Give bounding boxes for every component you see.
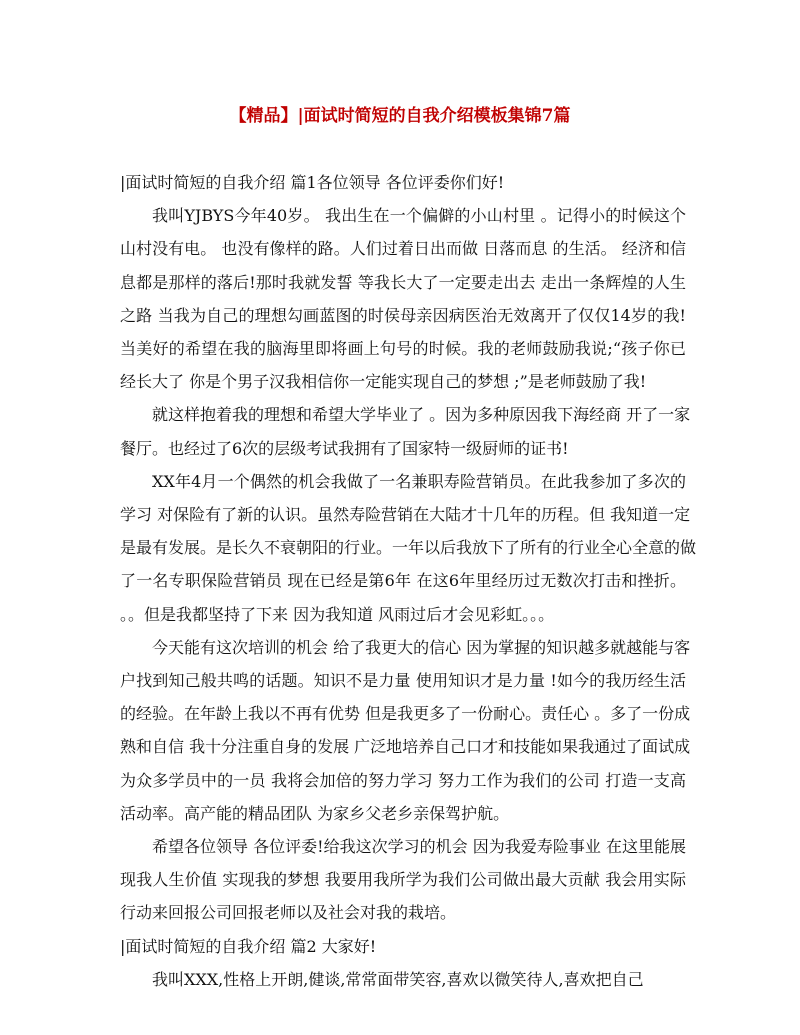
paragraph-line: 息都是那样的落后!那时我就发誓 等我长大了一定要走出去 走出一条辉煌的人生 [120, 272, 686, 292]
paragraph-line: 当美好的希望在我的脑海里即将画上句号的时候。我的老师鼓励我说;“孩子你已 [120, 339, 686, 359]
paragraph-line: 学习 对保险有了新的认识。虽然寿险营销在大陆才十几年的历程。但 我知道一定 [120, 505, 691, 525]
paragraph-line: 经长大了 你是个男子汉我相信你一定能实现自己的梦想 ;”是老师鼓励了我! [120, 372, 647, 392]
paragraph-line: 户找到知己般共鸣的话题。知识不是力量 使用知识才是力量 !如今的我历经生活 [120, 671, 686, 691]
body-paragraph [120, 465, 697, 631]
paragraph-line: 。。但是我都坚持了下来 因为我知道 风雨过后才会见彩虹。。。 [120, 604, 555, 624]
paragraph-line: 了一名专职保险营销员 现在已经是第6年 在这6年里经历过无数次打击和挫折。 [120, 571, 686, 591]
paragraph-line: 熟和自信 我十分注重自身的发展 广泛地培养自己口才和技能如果我通过了面试成 [120, 737, 691, 757]
paragraph-line: 是最有发展。是长久不衰朝阳的行业。一年以后我放下了所有的行业全心全意的做 [120, 538, 697, 558]
paragraph-line: 现我人生价值 实现我的梦想 我要用我所学为我们公司做出最大贡献 我会用实际 [120, 870, 686, 890]
paragraph-line: 我叫YJBYS今年40岁。 我出生在一个偏僻的小山村里 。记得小的时候这个 [152, 206, 686, 226]
paragraph-line: 餐厅。也经过了6次的层级考试我拥有了国家特一级厨师的证书! [120, 438, 569, 458]
paragraph-line: 行动来回报公司回报老师以及社会对我的栽培。 [120, 903, 457, 923]
paragraph-line: 为众多学员中的一员 我将会加倍的努力学习 努力工作为我们的公司 打造一支高 [120, 770, 686, 790]
heading-line: |面试时简短的自我介绍 篇2 大家好! [120, 936, 377, 956]
body-paragraph [120, 830, 686, 930]
heading-line: |面试时简短的自我介绍 篇1各位领导 各位评委你们好! [120, 173, 505, 192]
paragraph-line: 我叫XXX,性格上开朗,健谈,常常面带笑容,喜欢以微笑待人,喜欢把自己 [152, 969, 644, 989]
body-paragraph [120, 199, 686, 398]
paragraph-line: 之路 当我为自己的理想勾画蓝图的时侯母亲因病医治无效离开了仅仅14岁的我! [120, 305, 686, 325]
paragraph-line: 山村没有电。 也没有像样的路。人们过着日出而做 日落而息 的生活。 经济和信 [120, 239, 686, 259]
paragraph-line: XX年4月一个偶然的机会我做了一名兼职寿险营销员。在此我参加了多次的 [152, 471, 686, 491]
body-paragraph [120, 398, 691, 464]
paragraph-line: 今天能有这次培训的机会 给了我更大的信心 因为掌握的知识越多就越能与客 [152, 637, 691, 657]
section-heading [120, 930, 686, 963]
paragraph-line: 活动率。高产能的精品团队 为家乡父老乡亲保驾护航。 [120, 803, 510, 823]
paragraph-line: 希望各位领导 各位评委!给我这次学习的机会 因为我爱寿险事业 在这里能展 [152, 837, 686, 857]
body-paragraph [120, 631, 691, 830]
section-heading [120, 166, 686, 199]
document-body [120, 166, 697, 996]
paragraph-line: 的经验。在年龄上我以不再有优势 但是我更多了一份耐心。责任心 。多了一份成 [120, 704, 691, 724]
paragraph-line: 就这样抱着我的理想和希望大学毕业了 。因为多种原因我下海经商 开了一家 [152, 405, 691, 425]
document-title: 【精品】|面试时简短的自我介绍模板集锦7篇 [229, 106, 571, 126]
body-paragraph [120, 963, 686, 996]
